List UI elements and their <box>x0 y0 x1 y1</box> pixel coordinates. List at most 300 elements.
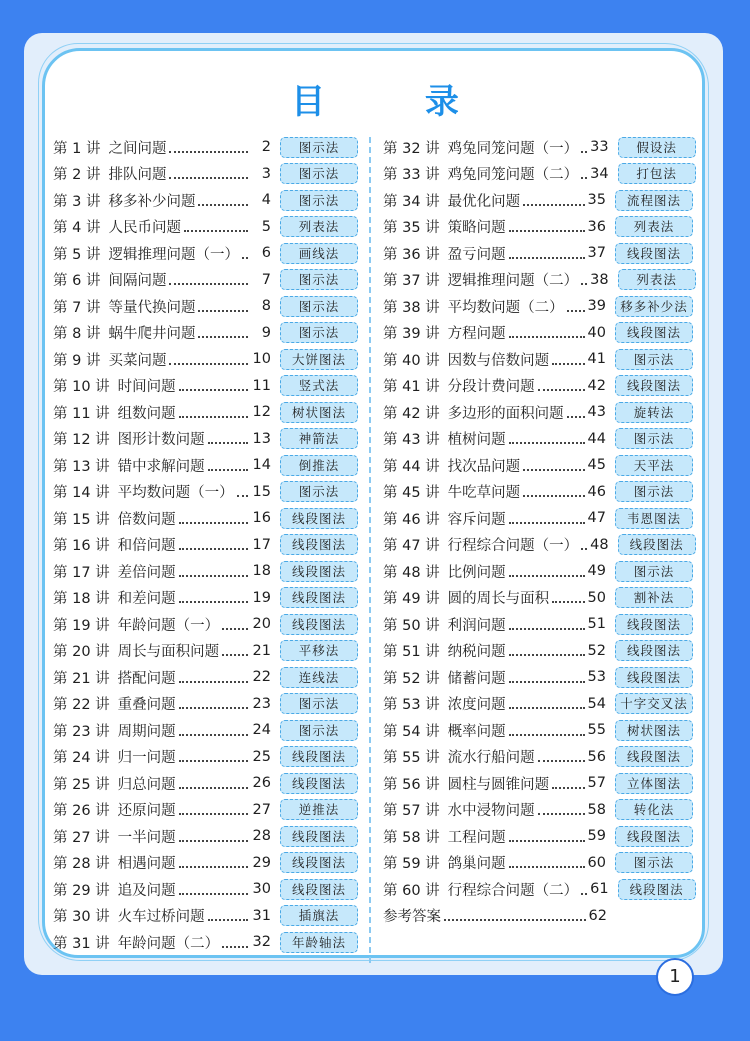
page-ref: 43 <box>587 404 606 421</box>
toc-entry[interactable] <box>53 929 358 956</box>
toc-entry[interactable] <box>53 797 358 824</box>
dot-leader <box>179 680 248 683</box>
method-badge: 列表法 <box>618 269 696 290</box>
page-ref: 23 <box>252 695 271 712</box>
method-badge: 十字交叉法 <box>615 693 693 714</box>
lecture-topic: 方程问题 <box>447 326 506 343</box>
lecture-number: 第 41 讲 <box>383 379 440 396</box>
page-ref: 62 <box>588 907 607 924</box>
lecture-number: 第 56 讲 <box>383 776 440 793</box>
method-badge: 图示法 <box>615 852 693 873</box>
lecture-topic: 年龄问题（二） <box>117 935 220 952</box>
dot-leader <box>179 865 248 868</box>
toc-entry[interactable] <box>53 187 358 214</box>
lecture-number: 第 28 讲 <box>53 856 110 873</box>
method-badge: 图示法 <box>280 322 358 343</box>
lecture-number: 第 10 讲 <box>53 379 110 396</box>
method-badge: 线段图法 <box>615 322 693 343</box>
page-ref: 36 <box>587 218 606 235</box>
page-ref: 39 <box>587 298 606 315</box>
dot-leader <box>581 282 587 285</box>
page-ref: 4 <box>261 192 271 209</box>
lecture-topic: 差倍问题 <box>117 564 176 581</box>
lecture-number: 第 2 讲 <box>53 167 101 184</box>
lecture-number: 第 19 讲 <box>53 617 110 634</box>
lecture-topic: 年龄问题（一） <box>117 617 220 634</box>
toc-entry[interactable] <box>53 691 358 718</box>
dot-leader <box>222 627 248 630</box>
lecture-topic: 逻辑推理问题（二） <box>447 273 579 290</box>
dot-leader <box>509 256 585 259</box>
method-badge: 天平法 <box>615 455 693 476</box>
toc-entry[interactable] <box>383 293 693 320</box>
method-badge: 画线法 <box>280 243 358 264</box>
dot-leader <box>179 574 248 577</box>
lecture-number: 第 18 讲 <box>53 591 110 608</box>
lecture-number: 第 24 讲 <box>53 750 110 767</box>
method-badge: 线段图法 <box>618 534 696 555</box>
method-badge: 线段图法 <box>280 614 358 635</box>
page-ref: 7 <box>261 271 271 288</box>
page-ref: 55 <box>587 722 606 739</box>
lecture-number: 第 7 讲 <box>53 299 101 316</box>
toc-entry[interactable] <box>53 823 358 850</box>
toc-entry[interactable] <box>383 558 693 585</box>
lecture-number: 第 9 讲 <box>53 352 101 369</box>
lecture-topic: 植树问题 <box>447 432 506 449</box>
toc-entry[interactable] <box>53 240 358 267</box>
toc-entry[interactable] <box>383 876 693 903</box>
lecture-number: 第 29 讲 <box>53 882 110 899</box>
lecture-number: 第 5 讲 <box>53 246 101 263</box>
lecture-number: 第 31 讲 <box>53 935 110 952</box>
page-ref: 52 <box>587 642 606 659</box>
toc-right-column <box>383 134 693 929</box>
lecture-topic: 盈亏问题 <box>447 246 506 263</box>
toc-entry[interactable] <box>383 240 693 267</box>
dot-leader <box>179 733 248 736</box>
lecture-topic: 储蓄问题 <box>447 670 506 687</box>
toc-entry[interactable] <box>53 452 358 479</box>
toc-entry[interactable] <box>53 717 358 744</box>
toc-entry[interactable] <box>53 161 358 188</box>
lecture-topic: 错中求解问题 <box>117 458 205 475</box>
toc-entry[interactable] <box>383 267 693 294</box>
lecture-number: 第 17 讲 <box>53 564 110 581</box>
page-ref: 57 <box>587 775 606 792</box>
method-badge: 线段图法 <box>280 879 358 900</box>
lecture-topic: 浓度问题 <box>447 697 506 714</box>
dot-leader <box>208 441 248 444</box>
dot-leader <box>179 892 248 895</box>
method-badge: 倒推法 <box>280 455 358 476</box>
lecture-number: 第 59 讲 <box>383 856 440 873</box>
toc-entry[interactable] <box>383 187 693 214</box>
lecture-number: 第 1 讲 <box>53 140 101 157</box>
lecture-number: 第 34 讲 <box>383 193 440 210</box>
lecture-topic: 周长与面积问题 <box>117 644 220 661</box>
dot-leader <box>169 150 248 153</box>
toc-entry[interactable] <box>383 638 693 665</box>
toc-entry[interactable] <box>53 134 358 161</box>
dot-leader <box>208 918 248 921</box>
page-ref: 30 <box>252 881 271 898</box>
toc-entry[interactable] <box>383 134 693 161</box>
page-ref: 20 <box>252 616 271 633</box>
method-badge: 图示法 <box>280 720 358 741</box>
method-badge: 逆推法 <box>280 799 358 820</box>
lecture-topic: 间隔问题 <box>108 273 167 290</box>
toc-entry[interactable] <box>383 373 693 400</box>
page-ref: 40 <box>587 324 606 341</box>
lecture-topic: 行程综合问题（二） <box>447 882 579 899</box>
toc-entry[interactable] <box>383 823 693 850</box>
dot-leader <box>208 468 248 471</box>
dot-leader <box>222 653 248 656</box>
lecture-number: 第 42 讲 <box>383 405 440 422</box>
lecture-number: 第 51 讲 <box>383 644 440 661</box>
method-badge: 线段图法 <box>280 852 358 873</box>
toc-entry[interactable] <box>383 717 693 744</box>
dot-leader <box>523 494 584 497</box>
page-ref: 50 <box>587 589 606 606</box>
dot-leader <box>581 547 587 550</box>
lecture-topic: 图形计数问题 <box>117 432 205 449</box>
lecture-number: 第 8 讲 <box>53 326 101 343</box>
answer-key-label: 参考答案 <box>383 909 441 926</box>
method-badge: 图示法 <box>615 428 693 449</box>
toc-entry[interactable] <box>53 479 358 506</box>
method-badge: 图示法 <box>280 481 358 502</box>
toc-entry[interactable] <box>383 346 693 373</box>
method-badge: 图示法 <box>280 269 358 290</box>
method-badge: 线段图法 <box>280 746 358 767</box>
lecture-number: 第 40 讲 <box>383 352 440 369</box>
lecture-topic: 平均数问题（一） <box>117 485 234 502</box>
dot-leader <box>198 309 248 312</box>
page-ref: 58 <box>587 801 606 818</box>
lecture-number: 第 48 讲 <box>383 564 440 581</box>
toc-entry[interactable] <box>53 320 358 347</box>
toc-entry[interactable] <box>53 267 358 294</box>
method-badge: 线段图法 <box>280 561 358 582</box>
lecture-topic: 时间问题 <box>117 379 176 396</box>
toc-entry[interactable] <box>383 797 693 824</box>
method-badge: 韦恩图法 <box>615 508 693 529</box>
lecture-topic: 和倍问题 <box>117 538 176 555</box>
toc-entry[interactable] <box>383 611 693 638</box>
page-ref: 12 <box>252 404 271 421</box>
toc-entry[interactable] <box>53 293 358 320</box>
page-ref: 33 <box>590 139 609 156</box>
dot-leader <box>552 600 584 603</box>
method-badge: 线段图法 <box>280 587 358 608</box>
lecture-number: 第 16 讲 <box>53 538 110 555</box>
toc-entry[interactable] <box>383 479 693 506</box>
lecture-number: 第 22 讲 <box>53 697 110 714</box>
page-ref: 17 <box>252 536 271 553</box>
toc-entry[interactable] <box>383 399 693 426</box>
lecture-topic: 倍数问题 <box>117 511 176 528</box>
dot-leader <box>444 918 586 921</box>
method-badge: 大饼图法 <box>280 349 358 370</box>
page-ref: 10 <box>252 351 271 368</box>
lecture-number: 第 32 讲 <box>383 140 440 157</box>
lecture-topic: 平均数问题（二） <box>447 299 564 316</box>
toc-entry[interactable] <box>383 532 693 559</box>
method-badge: 列表法 <box>615 216 693 237</box>
toc-entry[interactable] <box>53 426 358 453</box>
lecture-number: 第 52 讲 <box>383 670 440 687</box>
method-badge: 平移法 <box>280 640 358 661</box>
page-ref: 11 <box>252 377 271 394</box>
method-badge: 线段图法 <box>280 534 358 555</box>
page-ref: 9 <box>261 324 271 341</box>
toc-entry[interactable] <box>383 214 693 241</box>
page-ref: 47 <box>587 510 606 527</box>
lecture-number: 第 39 讲 <box>383 326 440 343</box>
lecture-number: 第 50 讲 <box>383 617 440 634</box>
lecture-topic: 相遇问题 <box>117 856 176 873</box>
lecture-topic: 排队问题 <box>108 167 167 184</box>
dot-leader <box>169 362 248 365</box>
lecture-topic: 等量代换问题 <box>108 299 196 316</box>
lecture-topic: 逻辑推理问题（一） <box>108 246 239 263</box>
toc-entry[interactable] <box>383 585 693 612</box>
dot-leader <box>179 786 248 789</box>
toc-entry[interactable] <box>383 744 693 771</box>
lecture-topic: 找次品问题 <box>447 458 521 475</box>
method-badge: 移多补少法 <box>615 296 693 317</box>
answer-key-entry[interactable] <box>383 903 607 930</box>
dot-leader <box>567 309 585 312</box>
lecture-number: 第 27 讲 <box>53 829 110 846</box>
lecture-number: 第 21 讲 <box>53 670 110 687</box>
toc-entry[interactable] <box>53 532 358 559</box>
lecture-number: 第 23 讲 <box>53 723 110 740</box>
method-badge: 线段图法 <box>615 826 693 847</box>
lecture-topic: 之间问题 <box>108 140 167 157</box>
method-badge: 神箭法 <box>280 428 358 449</box>
lecture-number: 第 46 讲 <box>383 511 440 528</box>
lecture-number: 第 4 讲 <box>53 220 101 237</box>
lecture-number: 第 54 讲 <box>383 723 440 740</box>
page-ref: 49 <box>587 563 606 580</box>
toc-entry[interactable] <box>383 664 693 691</box>
dot-leader <box>179 600 248 603</box>
lecture-topic: 牛吃草问题 <box>447 485 521 502</box>
dot-leader <box>509 733 585 736</box>
dot-leader <box>179 839 248 842</box>
method-badge: 线段图法 <box>615 667 693 688</box>
dot-leader <box>538 759 585 762</box>
method-badge: 图示法 <box>280 137 358 158</box>
page-ref: 60 <box>587 854 606 871</box>
dot-leader <box>198 203 248 206</box>
toc-entry[interactable] <box>53 664 358 691</box>
lecture-number: 第 26 讲 <box>53 803 110 820</box>
lecture-topic: 圆的周长与面积 <box>447 591 550 608</box>
toc-entry[interactable] <box>383 850 693 877</box>
dot-leader <box>242 256 248 259</box>
method-badge: 图示法 <box>615 481 693 502</box>
toc-entry[interactable] <box>383 320 693 347</box>
toc-entry[interactable] <box>53 585 358 612</box>
toc-entry[interactable] <box>53 850 358 877</box>
page-ref: 48 <box>590 536 609 553</box>
dot-leader <box>523 203 584 206</box>
toc-entry[interactable] <box>383 452 693 479</box>
page-ref: 61 <box>590 881 609 898</box>
dot-leader <box>179 547 248 550</box>
page-ref: 6 <box>261 245 271 262</box>
lecture-topic: 概率问题 <box>447 723 506 740</box>
lecture-topic: 分段计费问题 <box>447 379 535 396</box>
dot-leader <box>169 176 248 179</box>
page-ref: 37 <box>587 245 606 262</box>
lecture-topic: 流水行船问题 <box>447 750 535 767</box>
dot-leader <box>179 521 248 524</box>
lecture-number: 第 60 讲 <box>383 882 440 899</box>
toc-entry[interactable] <box>53 373 358 400</box>
method-badge: 线段图法 <box>280 508 358 529</box>
lecture-number: 第 36 讲 <box>383 246 440 263</box>
lecture-number: 第 33 讲 <box>383 167 440 184</box>
page-ref: 19 <box>252 589 271 606</box>
lecture-topic: 和差问题 <box>117 591 176 608</box>
toc-entry[interactable] <box>53 770 358 797</box>
method-badge: 线段图法 <box>618 879 696 900</box>
lecture-topic: 工程问题 <box>447 829 506 846</box>
lecture-number: 第 49 讲 <box>383 591 440 608</box>
page-ref: 51 <box>587 616 606 633</box>
lecture-number: 第 12 讲 <box>53 432 110 449</box>
dot-leader <box>222 945 248 948</box>
lecture-number: 第 35 讲 <box>383 220 440 237</box>
lecture-topic: 鸽巢问题 <box>447 856 506 873</box>
lecture-number: 第 13 讲 <box>53 458 110 475</box>
toc-entry[interactable] <box>53 399 358 426</box>
method-badge: 图示法 <box>280 693 358 714</box>
toc-entry[interactable] <box>53 638 358 665</box>
dot-leader <box>169 282 248 285</box>
page-ref: 8 <box>261 298 271 315</box>
toc-entry[interactable] <box>53 505 358 532</box>
toc-entry[interactable] <box>53 558 358 585</box>
method-badge: 线段图法 <box>615 243 693 264</box>
toc-entry[interactable] <box>53 214 358 241</box>
method-badge: 图示法 <box>280 296 358 317</box>
method-badge: 立体图法 <box>615 773 693 794</box>
lecture-number: 第 25 讲 <box>53 776 110 793</box>
page-ref: 28 <box>252 828 271 845</box>
lecture-topic: 行程综合问题（一） <box>447 538 579 555</box>
lecture-topic: 利润问题 <box>447 617 506 634</box>
lecture-number: 第 11 讲 <box>53 405 110 422</box>
lecture-number: 第 37 讲 <box>383 273 440 290</box>
page-ref: 42 <box>587 377 606 394</box>
lecture-number: 第 3 讲 <box>53 193 101 210</box>
lecture-topic: 因数与倍数问题 <box>447 352 550 369</box>
lecture-topic: 买菜问题 <box>108 352 167 369</box>
dot-leader <box>581 176 587 179</box>
page-ref: 29 <box>252 854 271 871</box>
toc-entry[interactable] <box>383 505 693 532</box>
lecture-number: 第 43 讲 <box>383 432 440 449</box>
lecture-topic: 水中浸物问题 <box>447 803 535 820</box>
lecture-topic: 鸡兔同笼问题（二） <box>447 167 579 184</box>
toc-entry[interactable] <box>53 611 358 638</box>
lecture-topic: 一半问题 <box>117 829 176 846</box>
method-badge: 线段图法 <box>615 746 693 767</box>
method-badge: 图示法 <box>615 561 693 582</box>
lecture-topic: 归总问题 <box>117 776 176 793</box>
lecture-topic: 多边形的面积问题 <box>447 405 564 422</box>
toc-entry[interactable] <box>383 691 693 718</box>
toc-entry[interactable] <box>53 876 358 903</box>
dot-leader <box>552 786 584 789</box>
lecture-topic: 最优化问题 <box>447 193 521 210</box>
dot-leader <box>198 335 248 338</box>
lecture-number: 第 47 讲 <box>383 538 440 555</box>
toc-entry[interactable] <box>53 744 358 771</box>
dot-leader <box>523 468 584 471</box>
lecture-number: 第 30 讲 <box>53 909 110 926</box>
dot-leader <box>237 494 248 497</box>
dot-leader <box>538 812 585 815</box>
lecture-topic: 追及问题 <box>117 882 176 899</box>
dot-leader <box>581 892 587 895</box>
lecture-topic: 鸡兔同笼问题（一） <box>447 140 579 157</box>
page-number: 1 <box>656 958 694 996</box>
page-ref: 35 <box>587 192 606 209</box>
method-badge: 图示法 <box>280 163 358 184</box>
dot-leader <box>179 388 248 391</box>
toc-entry[interactable] <box>53 903 358 930</box>
lecture-number: 第 20 讲 <box>53 644 110 661</box>
lecture-number: 第 15 讲 <box>53 511 110 528</box>
page-title: 目 录 <box>291 82 503 122</box>
lecture-topic: 纳税问题 <box>447 644 506 661</box>
toc-entry[interactable] <box>383 770 693 797</box>
page-ref: 3 <box>261 165 271 182</box>
method-badge: 树状图法 <box>615 720 693 741</box>
toc-entry[interactable] <box>383 161 693 188</box>
toc-entry[interactable] <box>53 346 358 373</box>
method-badge: 打包法 <box>618 163 696 184</box>
dot-leader <box>509 680 585 683</box>
dot-leader <box>509 706 585 709</box>
method-badge: 线段图法 <box>615 640 693 661</box>
method-badge: 连线法 <box>280 667 358 688</box>
dot-leader <box>552 362 584 365</box>
toc-entry[interactable] <box>383 426 693 453</box>
page-ref: 31 <box>252 907 271 924</box>
lecture-topic: 重叠问题 <box>117 697 176 714</box>
page-ref: 38 <box>590 271 609 288</box>
lecture-topic: 移多补少问题 <box>108 193 196 210</box>
lecture-topic: 周期问题 <box>117 723 176 740</box>
page-ref: 32 <box>252 934 271 951</box>
method-badge: 流程图法 <box>615 190 693 211</box>
page-ref: 15 <box>252 483 271 500</box>
method-badge: 插旗法 <box>280 905 358 926</box>
dot-leader <box>509 335 585 338</box>
dot-leader <box>509 521 585 524</box>
method-badge: 旋转法 <box>615 402 693 423</box>
dot-leader <box>509 839 585 842</box>
page-ref: 25 <box>252 748 271 765</box>
